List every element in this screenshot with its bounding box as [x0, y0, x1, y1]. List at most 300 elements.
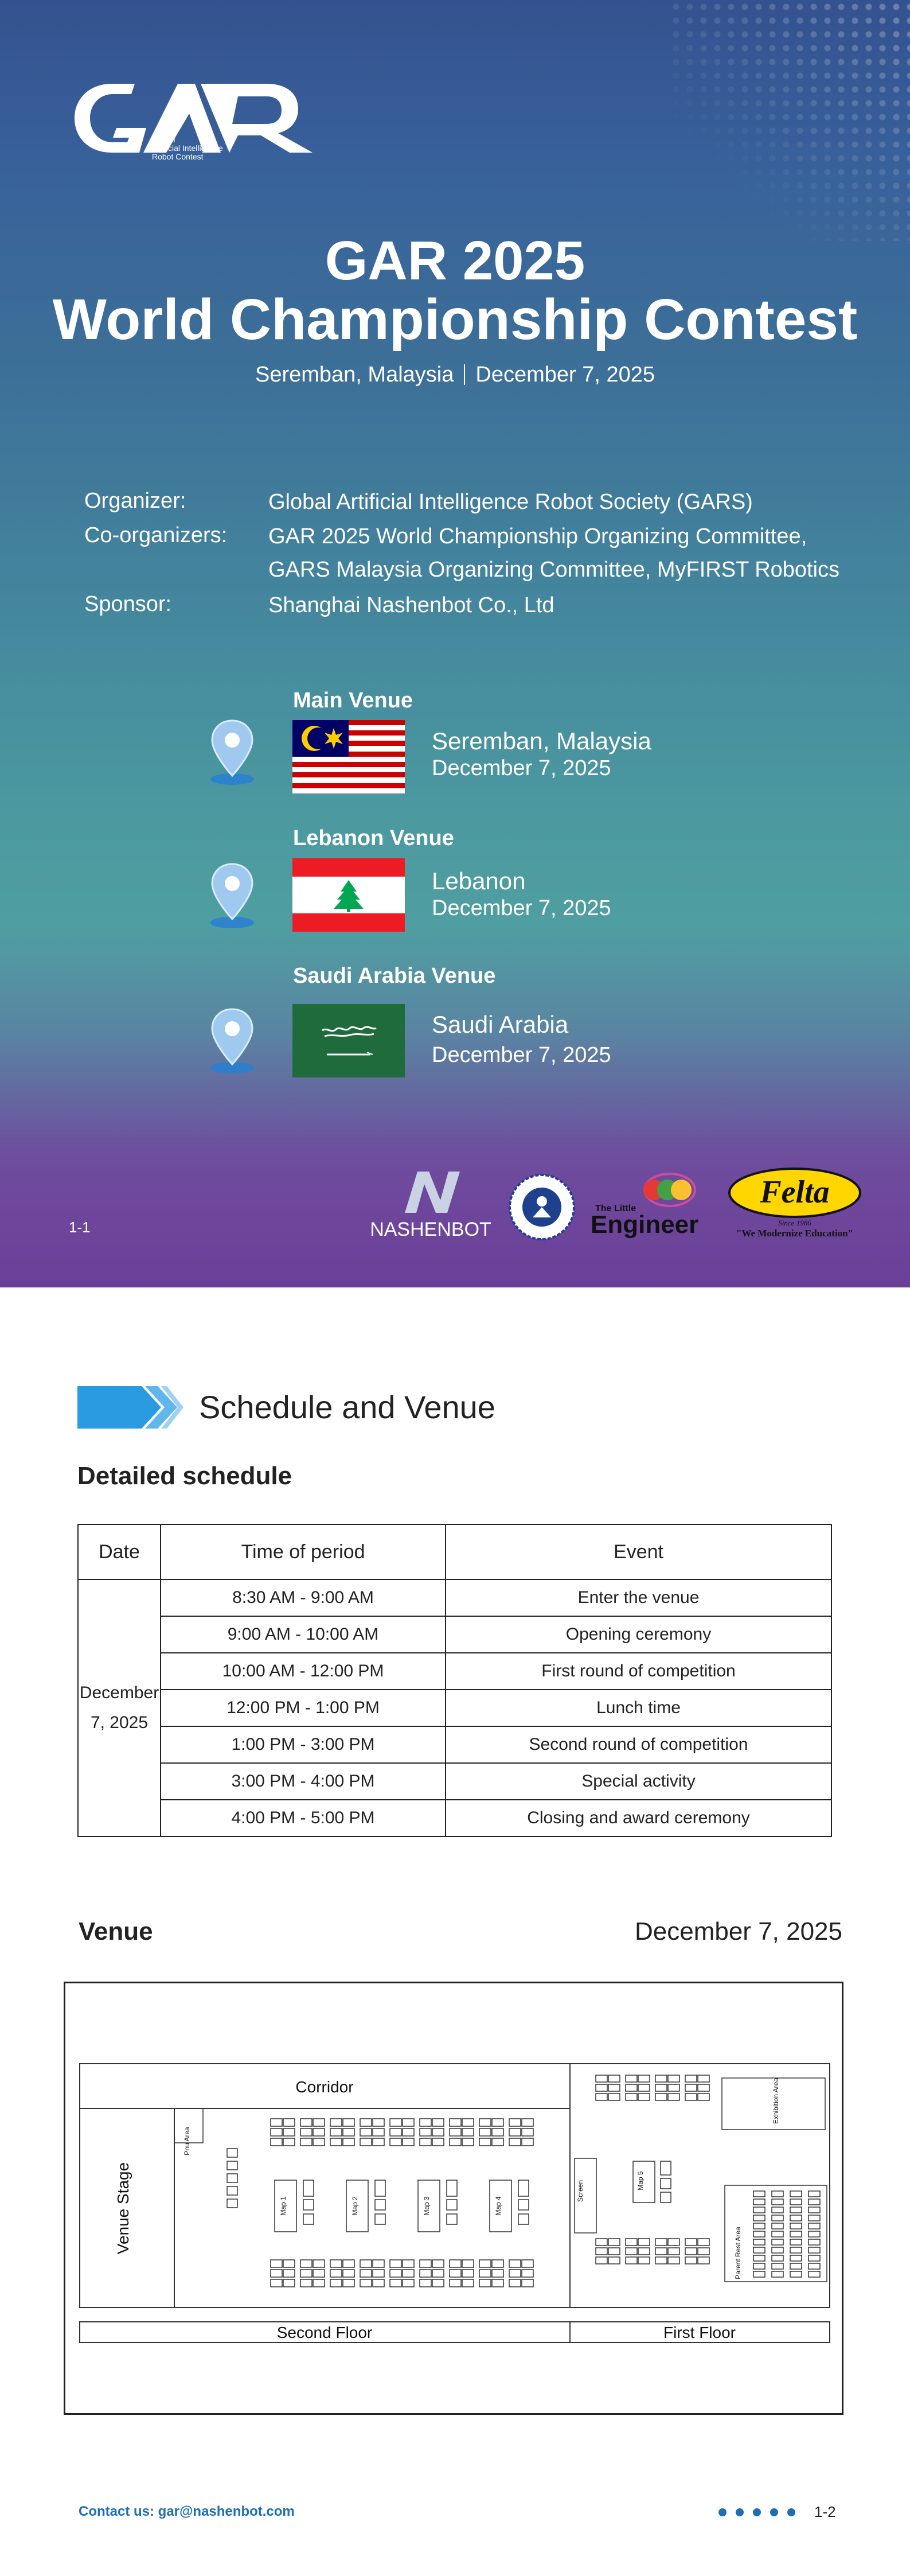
table — [343, 2128, 354, 2136]
table — [432, 2270, 444, 2277]
table — [626, 2075, 637, 2082]
table — [462, 2128, 474, 2136]
table — [330, 2279, 342, 2287]
date-cell — [78, 1579, 161, 1836]
robotics-seal-logo — [507, 1173, 576, 1242]
location-date-line — [0, 363, 910, 387]
table — [698, 2094, 709, 2100]
table — [403, 2138, 414, 2146]
chair — [809, 2247, 820, 2253]
venue-date: December 7, 2025 — [635, 1917, 842, 1945]
table — [492, 2270, 503, 2277]
chair — [772, 2271, 783, 2277]
separator — [464, 364, 465, 385]
cover-page — [0, 0, 910, 1287]
title-line-1: GAR 2025 — [325, 230, 585, 291]
table — [626, 2094, 637, 2100]
table — [313, 2279, 325, 2287]
table — [283, 2128, 295, 2136]
logo-line: Robot Contest — [152, 152, 204, 161]
table — [330, 2270, 342, 2277]
station — [447, 2200, 457, 2210]
event-cell: First round of competition — [446, 1653, 831, 1690]
table — [479, 2119, 491, 2126]
event-cell: Second round of competition — [446, 1726, 831, 1763]
column-header: Event — [446, 1524, 831, 1579]
table — [698, 2257, 709, 2264]
chair — [809, 2231, 820, 2237]
table — [668, 2075, 679, 2082]
little-engineer-mark-icon — [591, 1170, 705, 1207]
table — [330, 2128, 342, 2136]
table — [343, 2260, 354, 2267]
table — [432, 2138, 444, 2146]
table — [432, 2128, 444, 2136]
table — [626, 2248, 637, 2255]
table — [655, 2094, 667, 2100]
coorganizers-value-2: GARS Malaysia Organizing Committee, MyFIRST Robotics — [268, 558, 840, 582]
coorganizers-label: Co-organizers: — [84, 523, 228, 547]
little-engineer-big: Engineer — [591, 1211, 699, 1239]
station — [375, 2180, 385, 2196]
time-cell: 8:30 AM - 9:00 AM — [161, 1579, 446, 1616]
table — [509, 2270, 521, 2277]
station — [518, 2180, 529, 2196]
dot — [736, 2508, 744, 2516]
table — [479, 2260, 491, 2267]
malaysia-flag — [292, 720, 405, 793]
table — [420, 2260, 431, 2267]
chair — [753, 2239, 765, 2245]
chair — [753, 2271, 765, 2277]
small-seat — [227, 2161, 237, 2170]
chair — [753, 2207, 765, 2213]
dot — [787, 2508, 795, 2516]
chair — [772, 2223, 783, 2229]
chair — [772, 2191, 783, 2197]
organizer-value: Global Artificial Intelligence Robot Society (GARS) — [268, 490, 753, 514]
chair — [790, 2215, 802, 2221]
table — [626, 2239, 637, 2246]
date-cell-line: 7, 2025 — [90, 1713, 149, 1732]
venue-stage-label: Venue Stage — [114, 2162, 132, 2255]
station — [447, 2180, 457, 2196]
first-floor-label: First Floor — [663, 2324, 736, 2341]
table — [655, 2084, 667, 2091]
table — [330, 2260, 342, 2267]
table — [492, 2128, 503, 2136]
table — [596, 2248, 607, 2255]
table — [390, 2270, 401, 2277]
table — [360, 2279, 372, 2287]
table — [522, 2138, 533, 2146]
map-label: Map 5 — [636, 2171, 645, 2190]
small-seat — [227, 2174, 237, 2182]
table — [638, 2239, 650, 2246]
location-text: Seremban, Malaysia — [255, 363, 454, 387]
table-row — [78, 1579, 831, 1616]
small-seat — [227, 2149, 237, 2157]
table — [390, 2119, 401, 2126]
date-cell-line: December — [79, 1683, 159, 1702]
table — [492, 2138, 503, 2146]
venue-place: Saudi Arabia — [432, 1011, 569, 1038]
column-header: Time of period — [161, 1524, 446, 1579]
chair — [772, 2263, 783, 2269]
table — [360, 2128, 372, 2136]
table — [360, 2138, 372, 2146]
station — [518, 2214, 529, 2224]
small-seat — [227, 2186, 237, 2195]
table — [390, 2138, 401, 2146]
table — [698, 2248, 709, 2255]
table — [479, 2128, 491, 2136]
logo-line: Global — [152, 135, 175, 144]
table — [522, 2270, 533, 2277]
table — [698, 2084, 709, 2091]
table — [420, 2270, 431, 2277]
dot — [753, 2508, 761, 2516]
chair — [753, 2247, 765, 2253]
venue-title: Saudi Arabia Venue — [293, 964, 496, 988]
column-header: Date — [78, 1524, 161, 1579]
chair — [809, 2199, 820, 2205]
chair — [790, 2223, 802, 2229]
station — [303, 2200, 314, 2210]
table — [492, 2279, 503, 2287]
section-chevron-icon — [77, 1386, 183, 1429]
station — [661, 2161, 671, 2175]
schedule-table — [77, 1524, 832, 1837]
table — [360, 2260, 372, 2267]
table — [655, 2248, 667, 2255]
nashenbot-text: NASHENBOT — [370, 1219, 491, 1240]
station — [447, 2214, 457, 2224]
table — [373, 2138, 384, 2146]
table — [509, 2119, 521, 2126]
table — [522, 2128, 533, 2136]
time-cell: 4:00 PM - 5:00 PM — [161, 1800, 446, 1836]
table — [608, 2257, 620, 2264]
table — [479, 2270, 491, 2277]
corridor-label: Corridor — [295, 2078, 354, 2096]
chair — [772, 2207, 783, 2213]
table — [638, 2094, 650, 2100]
table — [608, 2084, 620, 2091]
table — [462, 2260, 474, 2267]
table — [403, 2119, 414, 2126]
table — [450, 2260, 461, 2267]
chair — [790, 2271, 802, 2277]
table — [509, 2128, 521, 2136]
pnu-area-label: Pnu Area — [183, 2127, 191, 2155]
table-row — [78, 1763, 831, 1800]
table — [450, 2138, 461, 2146]
table — [283, 2119, 295, 2126]
table — [343, 2119, 354, 2126]
table — [283, 2138, 295, 2146]
table — [462, 2119, 474, 2126]
table — [373, 2270, 384, 2277]
table — [450, 2128, 461, 2136]
table — [373, 2279, 384, 2287]
table — [420, 2119, 431, 2126]
table — [403, 2279, 414, 2287]
time-cell: 1:00 PM - 3:00 PM — [161, 1726, 446, 1763]
table — [450, 2270, 461, 2277]
table — [655, 2239, 667, 2246]
chair — [753, 2255, 765, 2261]
table-row — [78, 1800, 831, 1836]
table — [685, 2094, 697, 2100]
felta-since: Since 1986 — [778, 1219, 811, 1227]
event-cell: Closing and award ceremony — [446, 1800, 831, 1836]
table — [300, 2138, 312, 2146]
table — [343, 2138, 354, 2146]
felta-text: Felta — [760, 1174, 830, 1210]
sponsor-label: Sponsor: — [84, 592, 172, 616]
little-engineer-small: The Little — [595, 1204, 636, 1213]
chair — [790, 2199, 802, 2205]
table — [360, 2270, 372, 2277]
table — [509, 2138, 521, 2146]
location-pin-icon — [208, 718, 257, 786]
table-row — [78, 1616, 831, 1653]
table — [655, 2075, 667, 2082]
title-line-2: World Championship Contest — [52, 287, 858, 352]
chair — [772, 2247, 783, 2253]
table — [343, 2270, 354, 2277]
event-cell: Enter the venue — [446, 1579, 831, 1616]
table — [596, 2257, 607, 2264]
floor-plan — [64, 1982, 843, 2415]
table — [509, 2260, 521, 2267]
chair — [753, 2191, 765, 2197]
chair — [772, 2239, 783, 2245]
date-text: December 7, 2025 — [475, 363, 655, 387]
chair — [790, 2255, 802, 2261]
table — [271, 2260, 282, 2267]
table — [596, 2084, 607, 2091]
table — [271, 2270, 282, 2277]
venue-title: Lebanon Venue — [293, 826, 454, 850]
table — [450, 2119, 461, 2126]
table — [608, 2094, 620, 2100]
schedule-page — [0, 1287, 910, 2576]
table — [420, 2279, 431, 2287]
nashenbot-logo — [365, 1168, 497, 1243]
pagination-dots — [718, 2508, 804, 2519]
map-label: Map 3 — [423, 2196, 431, 2216]
coorganizers-value-1: GAR 2025 World Championship Organizing Committee, — [268, 524, 807, 548]
table — [685, 2257, 697, 2264]
table — [373, 2119, 384, 2126]
table — [360, 2119, 372, 2126]
table — [300, 2270, 312, 2277]
dot — [770, 2508, 778, 2516]
venue-title: Main Venue — [293, 688, 413, 713]
table — [300, 2279, 312, 2287]
time-cell: 3:00 PM - 4:00 PM — [161, 1763, 446, 1800]
table — [596, 2094, 607, 2100]
schedule-heading: Detailed schedule — [77, 1462, 292, 1490]
table — [271, 2279, 282, 2287]
table — [668, 2094, 679, 2100]
table — [283, 2260, 295, 2267]
table — [685, 2239, 697, 2246]
table — [492, 2260, 503, 2267]
table — [313, 2260, 325, 2267]
time-cell: 12:00 PM - 1:00 PM — [161, 1690, 446, 1726]
table — [462, 2138, 474, 2146]
table — [668, 2239, 679, 2246]
logo-line: Artificial Intelligence — [152, 143, 223, 153]
table — [608, 2239, 620, 2246]
table — [638, 2257, 650, 2264]
table — [432, 2260, 444, 2267]
venue-place: Seremban, Malaysia — [432, 727, 651, 754]
venue-place: Lebanon — [432, 867, 526, 894]
table — [596, 2239, 607, 2246]
table — [373, 2260, 384, 2267]
table — [403, 2260, 414, 2267]
table — [403, 2270, 414, 2277]
small-seat — [227, 2199, 237, 2208]
table — [608, 2248, 620, 2255]
page-number: 1-1 — [69, 1219, 91, 1236]
screen-label: Screen — [576, 2180, 584, 2203]
table — [300, 2260, 312, 2267]
table — [685, 2248, 697, 2255]
table — [668, 2084, 679, 2091]
table — [283, 2279, 295, 2287]
table-row — [78, 1726, 831, 1763]
table — [685, 2084, 697, 2091]
chair — [753, 2223, 765, 2229]
exhibition-label: Exhibition Area — [772, 2077, 780, 2124]
parent-rest-label: Parent Rest Area — [734, 2227, 742, 2279]
table — [626, 2257, 637, 2264]
table — [462, 2270, 474, 2277]
station — [518, 2200, 529, 2210]
table — [330, 2138, 342, 2146]
venue-date: December 7, 2025 — [432, 756, 611, 780]
chair — [809, 2223, 820, 2229]
table — [626, 2084, 637, 2091]
floor-plan-drawing — [65, 1983, 842, 2413]
table — [479, 2279, 491, 2287]
chair — [809, 2191, 820, 2197]
chair — [809, 2215, 820, 2221]
chair — [790, 2207, 802, 2213]
table — [300, 2128, 312, 2136]
table — [655, 2257, 667, 2264]
chair — [809, 2255, 820, 2261]
table — [522, 2119, 533, 2126]
table — [596, 2075, 607, 2082]
felta-logo — [727, 1167, 870, 1244]
location-pin-icon — [208, 862, 257, 929]
table — [432, 2279, 444, 2287]
table — [638, 2248, 650, 2255]
chair — [790, 2247, 802, 2253]
sponsor-value: Shanghai Nashenbot Co., Ltd — [268, 593, 554, 617]
table — [271, 2138, 282, 2146]
table — [343, 2279, 354, 2287]
station — [375, 2200, 385, 2210]
time-cell: 10:00 AM - 12:00 PM — [161, 1653, 446, 1690]
table — [373, 2128, 384, 2136]
table — [313, 2138, 325, 2146]
chair — [772, 2199, 783, 2205]
table — [522, 2279, 533, 2287]
table — [698, 2239, 709, 2246]
table — [330, 2119, 342, 2126]
table — [313, 2270, 325, 2277]
map-label: Map 4 — [494, 2196, 502, 2216]
logo-tagline — [152, 135, 223, 161]
table — [313, 2119, 325, 2126]
nashenbot-mark-icon — [365, 1168, 497, 1215]
table — [698, 2075, 709, 2082]
dot — [718, 2508, 727, 2516]
venue-date: December 7, 2025 — [432, 896, 611, 920]
table — [390, 2279, 401, 2287]
table-row — [78, 1653, 831, 1690]
table — [271, 2128, 282, 2136]
station — [303, 2214, 314, 2224]
chair — [809, 2263, 820, 2269]
chair — [790, 2191, 802, 2197]
chair — [753, 2263, 765, 2269]
map-label: Map 2 — [351, 2196, 359, 2216]
station — [661, 2192, 671, 2203]
table — [685, 2075, 697, 2082]
station — [375, 2214, 385, 2224]
table — [509, 2279, 521, 2287]
table — [390, 2128, 401, 2136]
table — [492, 2119, 503, 2126]
saudi-arabia-flag — [292, 1004, 405, 1077]
map-label: Map 1 — [279, 2196, 287, 2216]
chair — [790, 2231, 802, 2237]
table — [450, 2279, 461, 2287]
second-floor-label: Second Floor — [276, 2324, 373, 2341]
table-row — [78, 1690, 831, 1726]
chair — [790, 2239, 802, 2245]
chair — [753, 2199, 765, 2205]
table — [432, 2119, 444, 2126]
table — [313, 2128, 325, 2136]
station — [661, 2178, 671, 2189]
chair — [790, 2263, 802, 2269]
table — [522, 2260, 533, 2267]
chair — [753, 2231, 765, 2237]
table — [668, 2248, 679, 2255]
chair — [772, 2215, 783, 2221]
table — [479, 2138, 491, 2146]
table — [390, 2260, 401, 2267]
table — [403, 2128, 414, 2136]
table — [420, 2128, 431, 2136]
chair — [753, 2215, 765, 2221]
contact-text: Contact us: gar@nashenbot.com — [79, 2504, 295, 2519]
station — [303, 2180, 314, 2196]
table — [271, 2119, 282, 2126]
chair — [772, 2255, 783, 2261]
chair — [809, 2271, 820, 2277]
table — [638, 2075, 650, 2082]
